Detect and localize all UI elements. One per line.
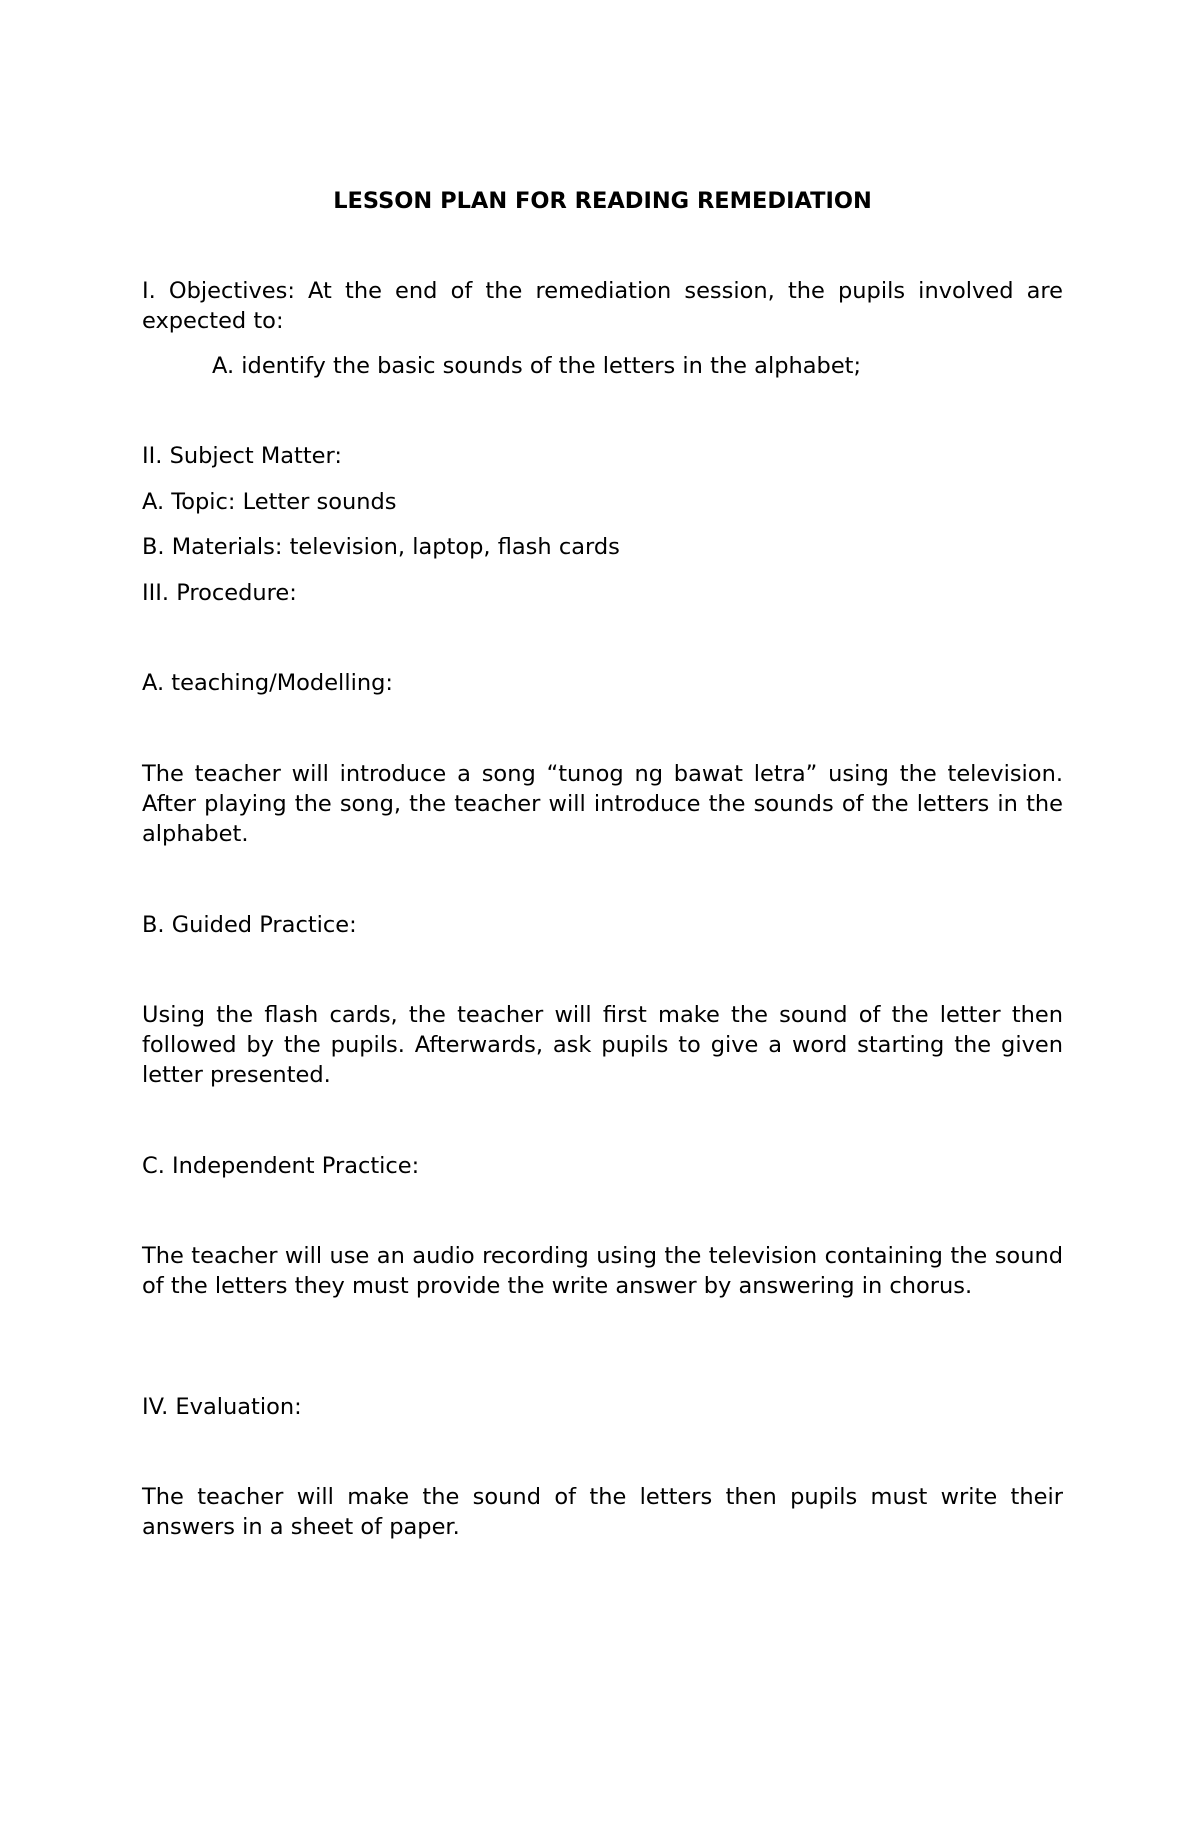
evaluation-heading: IV. Evaluation: xyxy=(142,1394,302,1420)
procedure-heading: III. Procedure: xyxy=(142,580,297,606)
objectives-paragraph: I. Objectives: At the end of the remediation session, the pupils involved are expected to: xyxy=(142,278,1063,334)
guided-practice-heading: B. Guided Practice: xyxy=(142,912,357,938)
teaching-modelling-text: The teacher will introduce a song “tunog ng bawat letra” using the television. After playing the song, the teacher will introduce the sounds of the letters in the alphabet. xyxy=(142,761,1063,847)
topic-line: A. Topic: Letter sounds xyxy=(142,489,397,515)
independent-practice-heading: C. Independent Practice: xyxy=(142,1153,420,1179)
guided-practice-text: Using the flash cards, the teacher will first make the sound of the letter then followed by the pupils. Afterwards, ask pupils to give a word starting the given letter presented. xyxy=(142,1002,1063,1088)
document-title: LESSON PLAN FOR READING REMEDIATION xyxy=(333,188,872,214)
independent-practice-text: The teacher will use an audio recording using the television containing the sound of the letters they must provide the write answer by answering in chorus. xyxy=(142,1243,1063,1299)
subject-matter-heading: II. Subject Matter: xyxy=(142,443,342,469)
teaching-modelling-heading: A. teaching/Modelling: xyxy=(142,670,393,696)
document-page xyxy=(142,0,1063,1835)
evaluation-text: The teacher will make the sound of the letters then pupils must write their answers in a sheet of paper. xyxy=(142,1484,1063,1540)
objective-item-a: A. identify the basic sounds of the letters in the alphabet; xyxy=(212,353,862,379)
materials-line: B. Materials: television, laptop, flash cards xyxy=(142,534,620,560)
